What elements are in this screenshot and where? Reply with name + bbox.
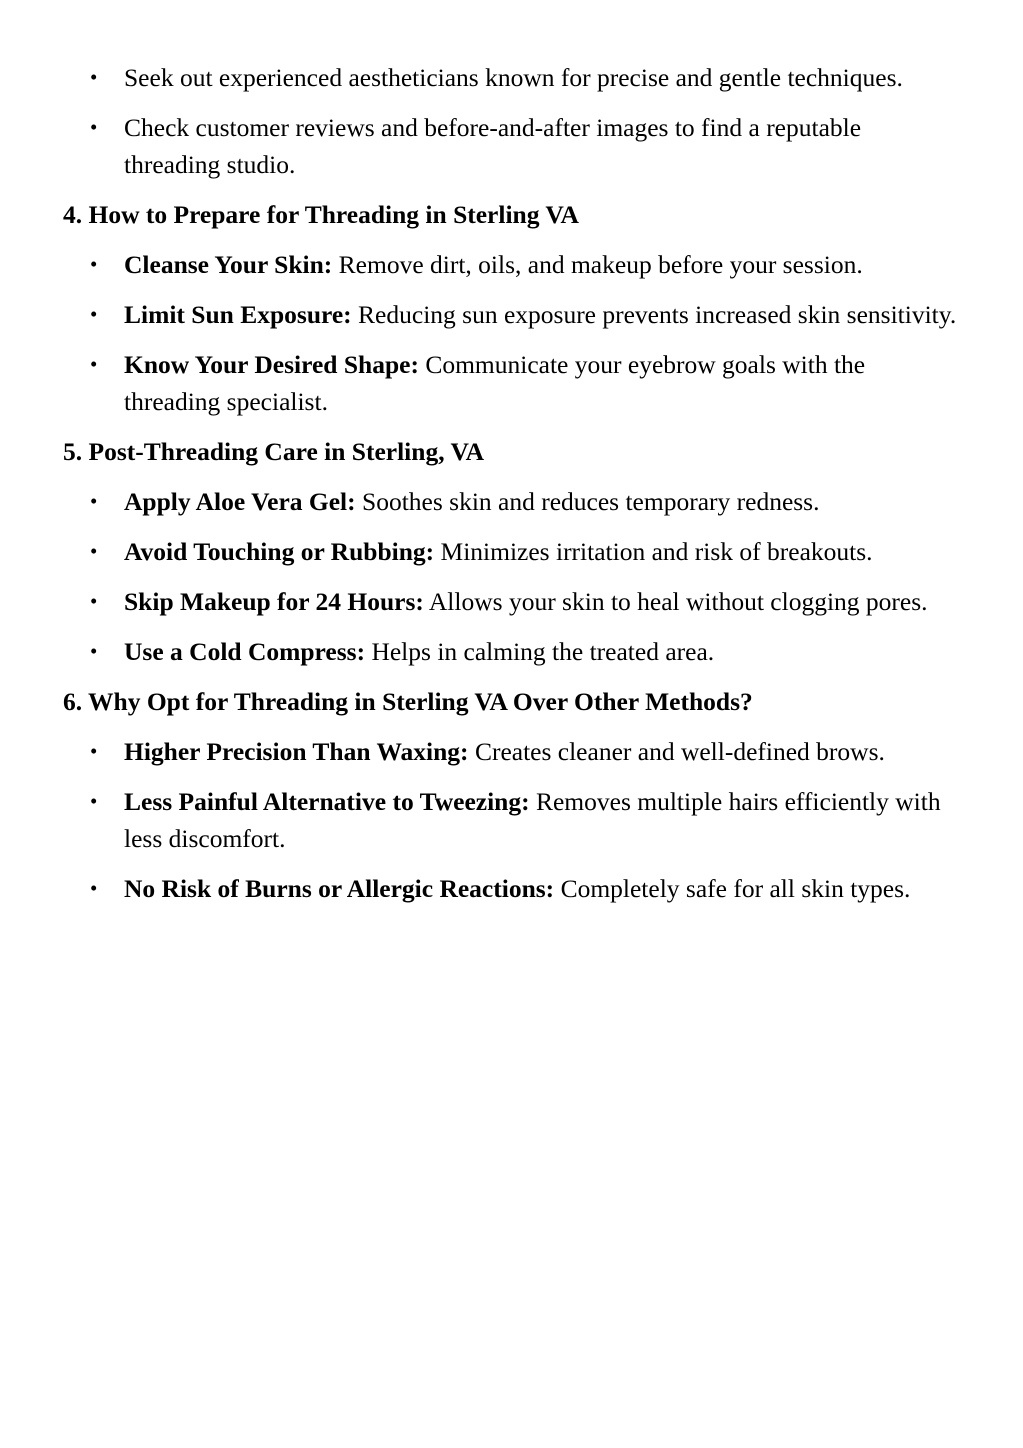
list-item: [63, 346, 963, 420]
bullet-icon: •: [90, 115, 98, 139]
bullet-icon: •: [90, 65, 98, 89]
list-item-text: Soothes skin and reduces temporary redness.: [355, 487, 820, 516]
list-item: [63, 583, 963, 620]
section-list: [63, 246, 963, 420]
list-item-lead: No Risk of Burns or Allergic Reactions:: [124, 874, 555, 903]
section-list: [63, 483, 963, 670]
list-item-text: Reducing sun exposure prevents increased skin sensitivity.: [351, 300, 957, 329]
list-item-text: Creates cleaner and well-defined brows.: [468, 737, 885, 766]
section-list: [63, 733, 963, 907]
list-item-lead: Avoid Touching or Rubbing:: [124, 537, 435, 566]
list-item: [63, 59, 963, 96]
bullet-icon: •: [90, 302, 98, 326]
list-item-text: Check customer reviews and before-and-after images to find a reputable threading studio.: [124, 113, 862, 179]
bullet-icon: •: [90, 352, 98, 376]
list-item-text: Removes multiple hairs efficiently with less discomfort.: [124, 787, 941, 853]
bullet-icon: •: [90, 539, 98, 563]
list-item-lead: Know Your Desired Shape:: [124, 350, 419, 379]
list-item-lead: Use a Cold Compress:: [124, 637, 366, 666]
list-item-lead: Limit Sun Exposure:: [124, 300, 352, 329]
bullet-icon: •: [90, 252, 98, 276]
list-item: [63, 633, 963, 670]
list-item: [63, 733, 963, 770]
list-item: [63, 783, 963, 857]
section-heading: 5. Post-Threading Care in Sterling, VA: [63, 437, 485, 466]
bullet-icon: •: [90, 739, 98, 763]
list-item: [63, 296, 963, 333]
document-content: [63, 59, 963, 920]
list-item-text: Allows your skin to heal without clogging pores.: [423, 587, 928, 616]
list-item-text: Helps in calming the treated area.: [365, 637, 715, 666]
bullet-icon: •: [90, 489, 98, 513]
list-item: [63, 533, 963, 570]
list-item-text: Completely safe for all skin types.: [554, 874, 911, 903]
list-item-lead: Apply Aloe Vera Gel:: [124, 487, 356, 516]
list-item-lead: Skip Makeup for 24 Hours:: [124, 587, 424, 616]
list-item-text: Seek out experienced aestheticians known for precise and gentle techniques.: [124, 63, 903, 92]
list-item-text: Minimizes irritation and risk of breakouts.: [434, 537, 873, 566]
list-item-lead: Cleanse Your Skin:: [124, 250, 333, 279]
bullet-icon: •: [90, 876, 98, 900]
list-item: [63, 483, 963, 520]
section-heading: 4. How to Prepare for Threading in Sterling VA: [63, 200, 579, 229]
section-heading: 6. Why Opt for Threading in Sterling VA Over Other Methods?: [63, 687, 753, 716]
intro-list: [63, 59, 963, 183]
list-item: [63, 109, 963, 183]
list-item-text: Remove dirt, oils, and makeup before your session.: [332, 250, 863, 279]
list-item-lead: Higher Precision Than Waxing:: [124, 737, 469, 766]
bullet-icon: •: [90, 589, 98, 613]
list-item-lead: Less Painful Alternative to Tweezing:: [124, 787, 530, 816]
bullet-icon: •: [90, 639, 98, 663]
list-item: [63, 870, 963, 907]
list-item-text: Communicate your eyebrow goals with the threading specialist.: [124, 350, 866, 416]
list-item: [63, 246, 963, 283]
bullet-icon: •: [90, 789, 98, 813]
